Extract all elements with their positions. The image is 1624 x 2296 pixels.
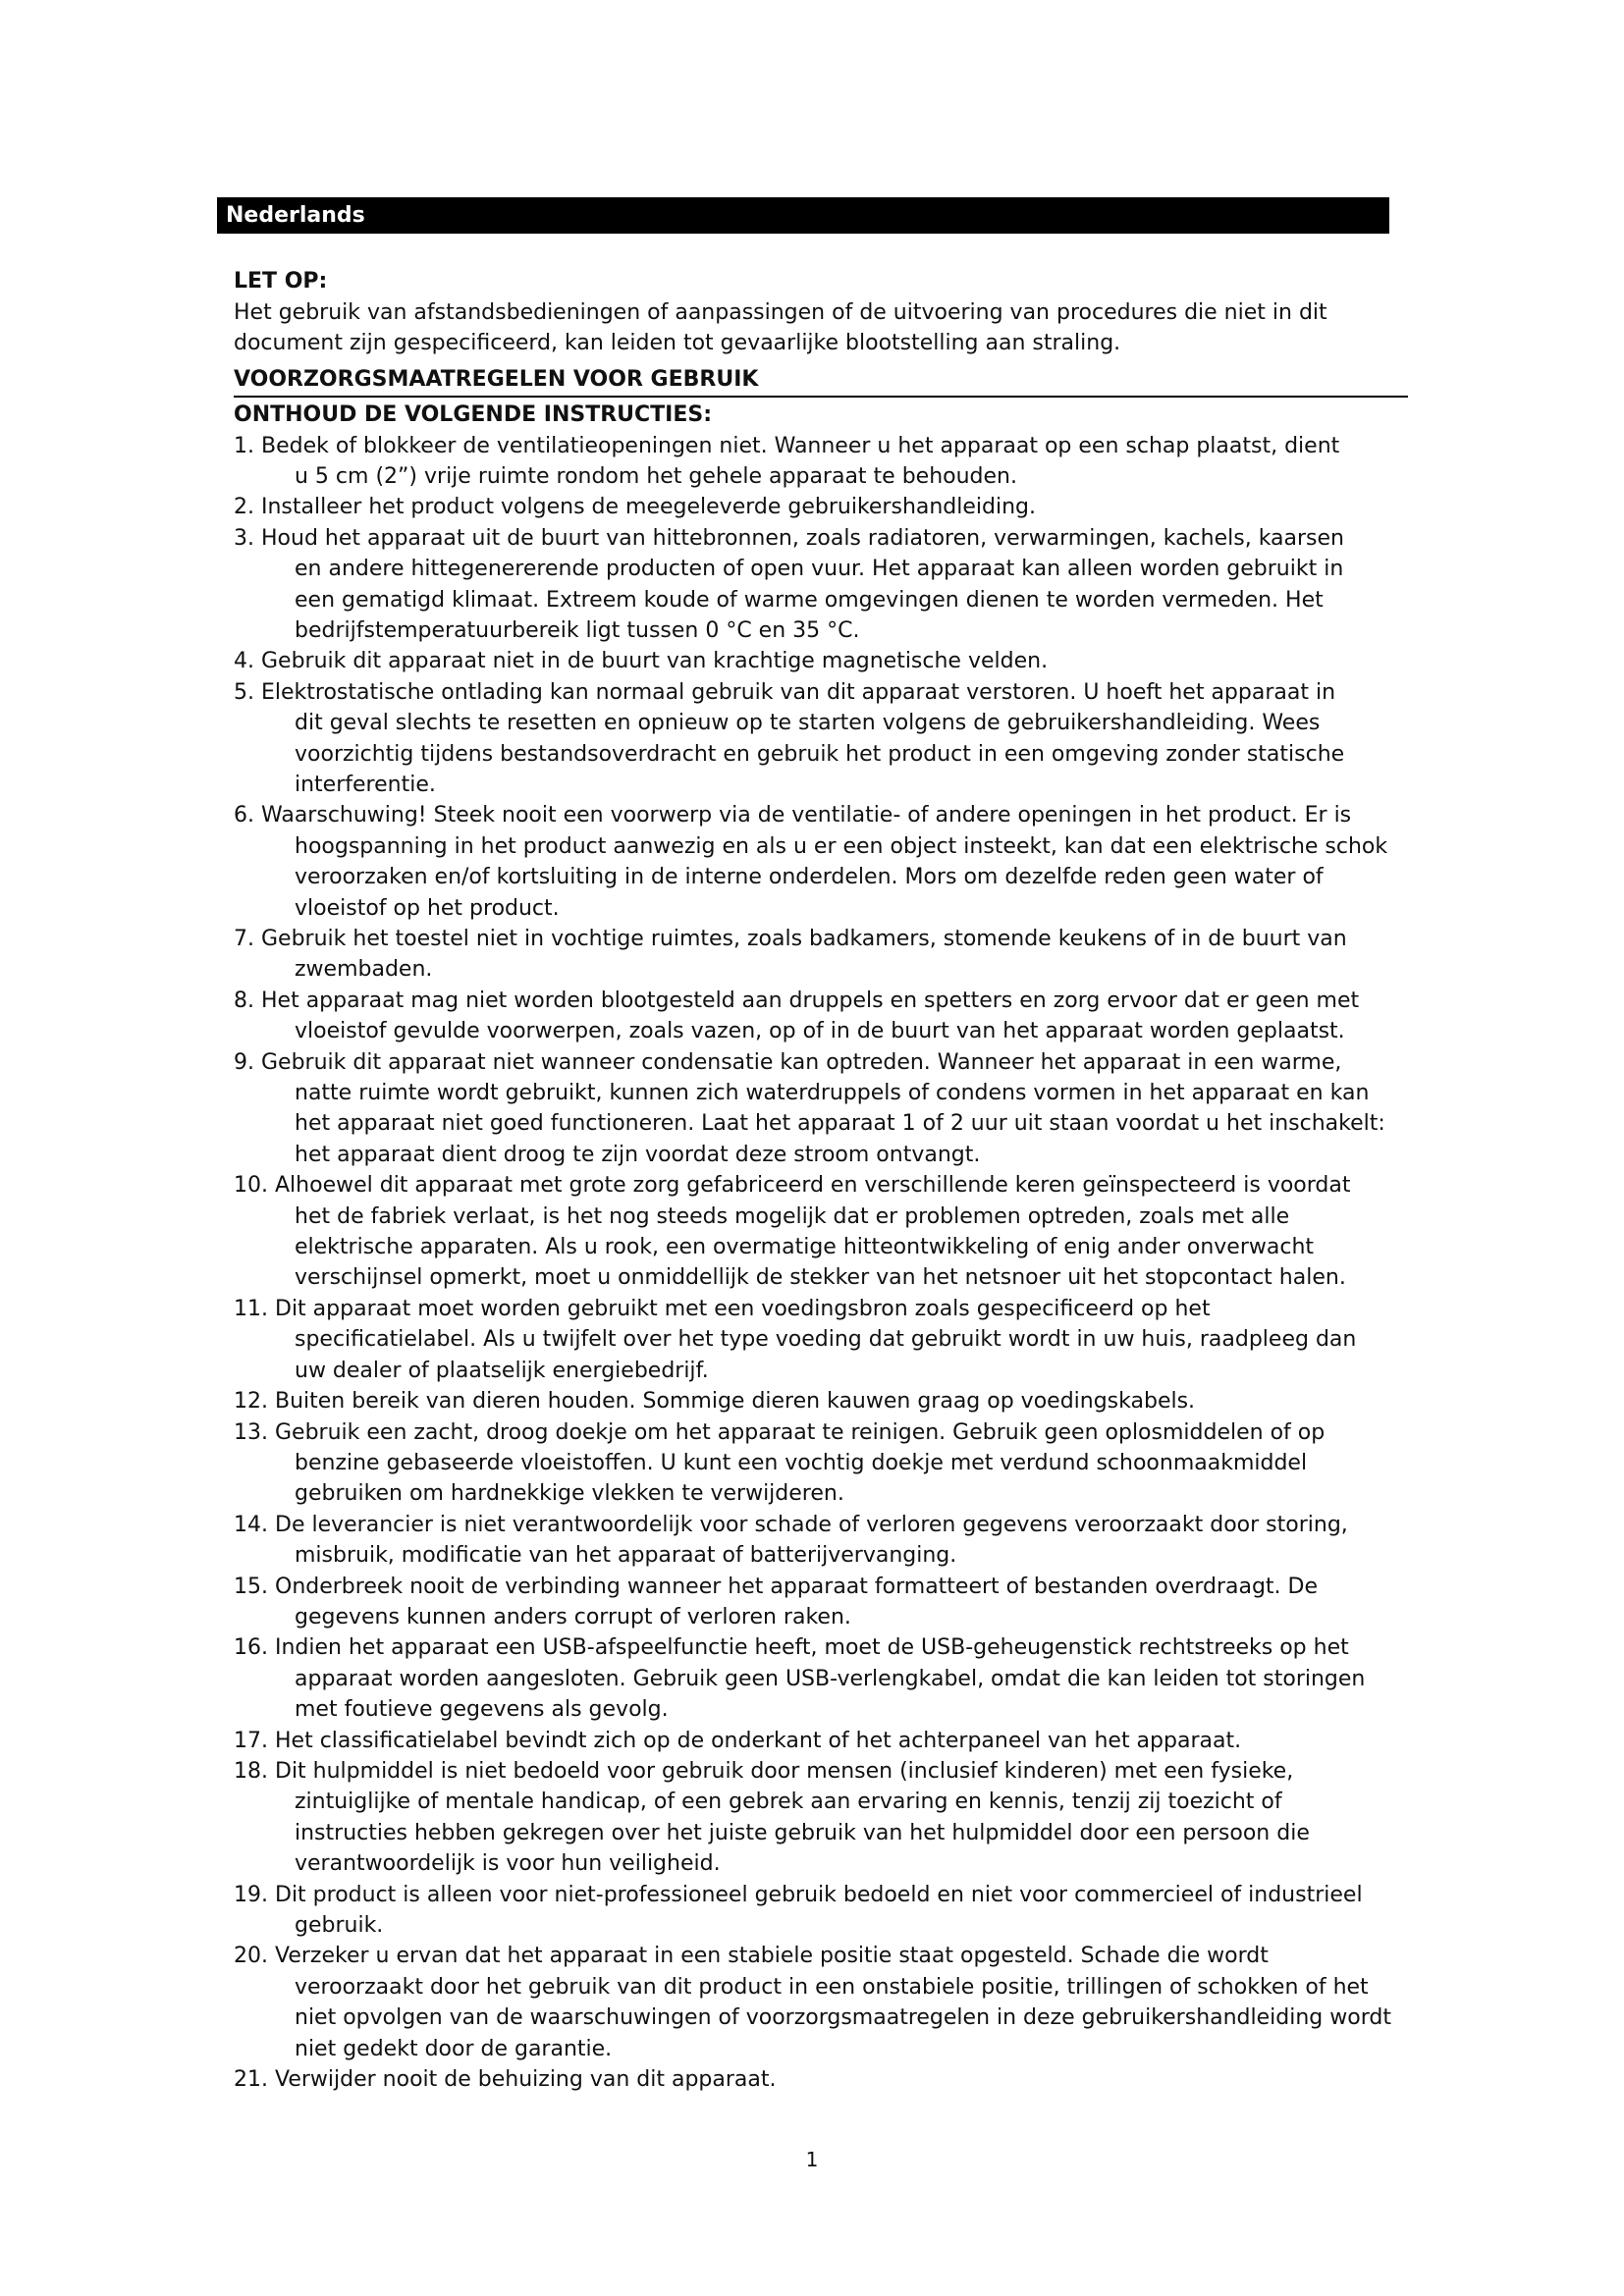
instruction-continuation-line: apparaat worden aangesloten. Gebruik geen USB-verlengkabel, omdat die kan leiden tot storingen bbox=[295, 1666, 1366, 1691]
instruction-text: De leverancier is niet verantwoordelijk voor schade of verloren gegevens veroorzaakt door storing, bbox=[275, 1512, 1348, 1537]
instruction-text: Gebruik dit apparaat niet wanneer condensatie kan optreden. Wanneer het apparaat in een warme, bbox=[261, 1049, 1342, 1075]
instruction-continuation-line: specificatielabel. Als u twijfelt over het type voeding dat gebruikt wordt in uw huis, raadpleeg dan bbox=[295, 1327, 1357, 1353]
instruction-continuation-line: het apparaat niet goed functioneren. Laat het apparaat 1 of 2 uur uit staan voordat u het inschakelt: bbox=[295, 1111, 1385, 1137]
instruction-text: Verzeker u ervan dat het apparaat in een stabiele positie staat opgesteld. Schade die wordt bbox=[275, 1944, 1269, 1969]
instruction-text: Houd het apparaat uit de buurt van hittebronnen, zoals radiatoren, verwarmingen, kachels, kaarsen bbox=[261, 525, 1344, 551]
instruction-text: Alhoewel dit apparaat met grote zorg gefabriceerd en verschillende keren geïnspecteerd is voordat bbox=[275, 1173, 1351, 1199]
instruction-continuation-line: natte ruimte wordt gebruikt, kunnen zich waterdruppels of condens vormen in het apparaat en kan bbox=[295, 1081, 1370, 1106]
warning-title: LET OP: bbox=[234, 269, 328, 294]
instruction-item bbox=[234, 1880, 1490, 1942]
instruction-first-line bbox=[234, 1572, 1490, 1602]
instruction-first-line bbox=[234, 1880, 1490, 1910]
instruction-number: 6. bbox=[234, 803, 254, 828]
language-label: Nederlands bbox=[226, 203, 365, 228]
instruction-item bbox=[234, 1941, 1490, 2064]
instruction-text: Indien het apparaat een USB-afspeelfunctie heeft, moet de USB-geheugenstick rechtstreeks op het bbox=[275, 1635, 1349, 1661]
section-title: VOORZORGSMAATREGELEN VOOR GEBRUIK bbox=[234, 364, 1408, 399]
instruction-number: 19. bbox=[234, 1882, 268, 1907]
instruction-item bbox=[234, 1386, 1490, 1416]
instruction-continuation-line: het apparaat dient droog te zijn voordat deze stroom ontvangt. bbox=[295, 1142, 981, 1167]
instruction-continuation-line: uw dealer of plaatselijk energiebedrijf. bbox=[295, 1358, 709, 1383]
instruction-continuation-line: niet gedekt door de garantie. bbox=[295, 2036, 613, 2061]
warning-text-line: document zijn gespecificeerd, kan leiden tot gevaarlijke blootstelling aan straling. bbox=[234, 331, 1121, 355]
instruction-first-line bbox=[234, 1756, 1490, 1787]
instruction-item bbox=[234, 1726, 1490, 1756]
instruction-item bbox=[234, 523, 1490, 647]
instruction-continuation-line: gebruiken om hardnekkige vlekken te verwijderen. bbox=[295, 1481, 844, 1507]
instruction-item bbox=[234, 677, 1490, 801]
instruction-first-line bbox=[234, 800, 1490, 830]
instruction-text: Elektrostatische ontlading kan normaal gebruik van dit apparaat verstoren. U hoeft het apparaat in bbox=[261, 679, 1336, 705]
instruction-number: 3. bbox=[234, 525, 254, 551]
instruction-continuation-line: benzine gebaseerde vloeistoffen. U kunt een vochtig doekje met verdund schoonmaakmiddel bbox=[295, 1450, 1308, 1475]
instruction-item bbox=[234, 1632, 1490, 1725]
instruction-first-line bbox=[234, 924, 1490, 954]
instruction-item bbox=[234, 1572, 1490, 1633]
instruction-first-line bbox=[234, 1941, 1490, 1971]
instruction-text: Dit apparaat moet worden gebruikt met een voedingsbron zoals gespecificeerd op het bbox=[275, 1296, 1211, 1321]
instruction-number: 9. bbox=[234, 1049, 254, 1075]
page-content bbox=[234, 263, 1490, 2095]
instruction-continuation-line: zwembaden. bbox=[295, 957, 433, 983]
instruction-first-line bbox=[234, 1386, 1490, 1416]
instruction-text: Waarschuwing! Steek nooit een voorwerp via de ventilatie- of andere openingen in het product. Er is bbox=[261, 803, 1352, 828]
instruction-text: Het apparaat mag niet worden blootgesteld aan druppels en spetters en zorg ervoor dat er geen met bbox=[261, 988, 1360, 1013]
instruction-number: 14. bbox=[234, 1512, 268, 1537]
instruction-item bbox=[234, 924, 1490, 986]
instruction-continuation-line: voorzichtig tijdens bestandsoverdracht en gebruik het product in een omgeving zonder statische bbox=[295, 741, 1345, 767]
page-number: 1 bbox=[805, 2148, 819, 2171]
instruction-continuation-line: bedrijfstemperatuurbereik ligt tussen 0 °C en 35 °C. bbox=[295, 617, 860, 643]
instruction-number: 8. bbox=[234, 988, 254, 1013]
instruction-list bbox=[234, 431, 1490, 2096]
instruction-continuation-line: u 5 cm (2”) vrije ruimte rondom het gehele apparaat te behouden. bbox=[295, 463, 1017, 489]
instruction-number: 15. bbox=[234, 1574, 268, 1599]
instruction-first-line bbox=[234, 492, 1490, 522]
instruction-number: 4. bbox=[234, 649, 254, 674]
instruction-continuation-line: verantwoordelijk is voor hun veiligheid. bbox=[295, 1851, 721, 1877]
instruction-number: 10. bbox=[234, 1173, 268, 1199]
warning-text-line: Het gebruik van afstandsbedieningen of aanpassingen of de uitvoering van procedures die niet in dit bbox=[234, 299, 1327, 325]
instruction-item bbox=[234, 1047, 1490, 1171]
instruction-text: Gebruik het toestel niet in vochtige ruimtes, zoals badkamers, stomende keukens of in de buurt van bbox=[261, 927, 1347, 951]
instruction-item bbox=[234, 492, 1490, 522]
instruction-continuation-line: en andere hittegenererende producten of open vuur. Het apparaat kan alleen worden gebruikt in bbox=[295, 557, 1344, 582]
instruction-text: Installeer het product volgens de meegeleverde gebruikershandleiding. bbox=[261, 495, 1037, 520]
instruction-number: 12. bbox=[234, 1389, 268, 1415]
instruction-continuation-line: gebruik. bbox=[295, 1913, 384, 1938]
instruction-first-line bbox=[234, 1726, 1490, 1756]
instruction-first-line bbox=[234, 1047, 1490, 1078]
instruction-number: 20. bbox=[234, 1944, 268, 1969]
instruction-continuation-line: het de fabriek verlaat, is het nog steeds mogelijk dat er problemen optreden, zoals met alle bbox=[295, 1203, 1290, 1229]
instruction-first-line bbox=[234, 1294, 1490, 1324]
instruction-item bbox=[234, 1756, 1490, 1880]
instruction-number: 16. bbox=[234, 1635, 268, 1661]
instruction-first-line bbox=[234, 646, 1490, 676]
instruction-item bbox=[234, 986, 1490, 1047]
instruction-number: 21. bbox=[234, 2067, 268, 2093]
instruction-continuation-line: met foutieve gegevens als gevolg. bbox=[295, 1697, 669, 1723]
instruction-continuation-line: vloeistof op het product. bbox=[295, 895, 560, 921]
instruction-item bbox=[234, 800, 1490, 924]
instruction-text: Bedek of blokkeer de ventilatieopeningen niet. Wanneer u het apparaat op een schap plaatst, dient bbox=[261, 433, 1340, 458]
instruction-text: Gebruik dit apparaat niet in de buurt van krachtige magnetische velden. bbox=[261, 649, 1049, 674]
section-subtitle: ONTHOUD DE VOLGENDE INSTRUCTIES: bbox=[234, 402, 713, 427]
instruction-first-line bbox=[234, 1170, 1490, 1201]
instruction-text: Dit product is alleen voor niet-professioneel gebruik bedoeld en niet voor commercieel of industrieel bbox=[275, 1882, 1363, 1907]
instruction-item bbox=[234, 431, 1490, 493]
instruction-first-line bbox=[234, 1417, 1490, 1448]
instruction-item bbox=[234, 2064, 1490, 2095]
instruction-number: 1. bbox=[234, 433, 254, 458]
instruction-text: Het classificatielabel bevindt zich op de onderkant of het achterpaneel van het apparaat. bbox=[275, 1728, 1242, 1753]
instruction-item bbox=[234, 1510, 1490, 1572]
instruction-first-line bbox=[234, 431, 1490, 461]
instruction-number: 13. bbox=[234, 1419, 268, 1445]
language-header-bar bbox=[217, 197, 1389, 234]
instruction-text: Gebruik een zacht, droog doekje om het apparaat te reinigen. Gebruik geen oplosmiddelen of op bbox=[275, 1419, 1326, 1445]
instruction-item bbox=[234, 646, 1490, 676]
instruction-number: 17. bbox=[234, 1728, 268, 1753]
instruction-first-line bbox=[234, 523, 1490, 554]
instruction-continuation-line: dit geval slechts te resetten en opnieuw op te starten volgens de gebruikershandleiding. Wees bbox=[295, 711, 1321, 736]
instruction-continuation-line: veroorzaakt door het gebruik van dit product in een onstabiele positie, trillingen of schokken of het bbox=[295, 1974, 1369, 2000]
instruction-text: Buiten bereik van dieren houden. Sommige dieren kauwen graag op voedingskabels. bbox=[275, 1389, 1196, 1415]
instruction-continuation-line: een gematigd klimaat. Extreem koude of warme omgevingen dienen te worden vermeden. Het bbox=[295, 587, 1324, 613]
instruction-continuation-line: niet opvolgen van de waarschuwingen of voorzorgsmaatregelen in deze gebruikershandleiding wordt bbox=[295, 2005, 1391, 2031]
instruction-continuation-line: misbruik, modificatie van het apparaat of batterijvervanging. bbox=[295, 1543, 957, 1569]
instruction-first-line bbox=[234, 986, 1490, 1016]
instruction-number: 5. bbox=[234, 679, 254, 705]
instruction-number: 11. bbox=[234, 1296, 268, 1321]
instruction-item bbox=[234, 1294, 1490, 1386]
instruction-continuation-line: gegevens kunnen anders corrupt of verloren raken. bbox=[295, 1604, 851, 1629]
instruction-number: 7. bbox=[234, 927, 254, 951]
instruction-item bbox=[234, 1170, 1490, 1294]
instruction-first-line bbox=[234, 2064, 1490, 2095]
instruction-continuation-line: vloeistof gevulde voorwerpen, zoals vazen, op of in de buurt van het apparaat worden geplaatst. bbox=[295, 1019, 1345, 1044]
instruction-continuation-line: hoogspanning in het product aanwezig en als u er een object insteekt, kan dat een elektrische schok bbox=[295, 833, 1388, 859]
instruction-text: Verwijder nooit de behuizing van dit apparaat. bbox=[275, 2067, 777, 2093]
instruction-text: Dit hulpmiddel is niet bedoeld voor gebruik door mensen (inclusief kinderen) met een fysieke, bbox=[275, 1758, 1294, 1784]
instruction-continuation-line: zintuiglijke of mentale handicap, of een gebrek aan ervaring en kennis, tenzij zij toezicht of bbox=[295, 1789, 1282, 1815]
instruction-number: 2. bbox=[234, 495, 254, 520]
instruction-continuation-line: veroorzaken en/of kortsluiting in de interne onderdelen. Mors om dezelfde reden geen water of bbox=[295, 865, 1324, 890]
instruction-continuation-line: elektrische apparaten. Als u rook, een overmatige hitteontwikkeling of enig ander onverwacht bbox=[295, 1235, 1315, 1260]
instruction-item bbox=[234, 1417, 1490, 1510]
instruction-continuation-line: instructies hebben gekregen over het juiste gebruik van het hulpmiddel door een persoon die bbox=[295, 1820, 1310, 1845]
instruction-continuation-line: interferentie. bbox=[295, 772, 436, 797]
instruction-first-line bbox=[234, 677, 1490, 708]
instruction-first-line bbox=[234, 1632, 1490, 1663]
instruction-first-line bbox=[234, 1510, 1490, 1540]
instruction-text: Onderbreek nooit de verbinding wanneer het apparaat formatteert of bestanden overdraagt. De bbox=[275, 1574, 1319, 1599]
instruction-number: 18. bbox=[234, 1758, 268, 1784]
instruction-continuation-line: verschijnsel opmerkt, moet u onmiddellijk de stekker van het netsnoer uit het stopcontact halen. bbox=[295, 1265, 1346, 1291]
